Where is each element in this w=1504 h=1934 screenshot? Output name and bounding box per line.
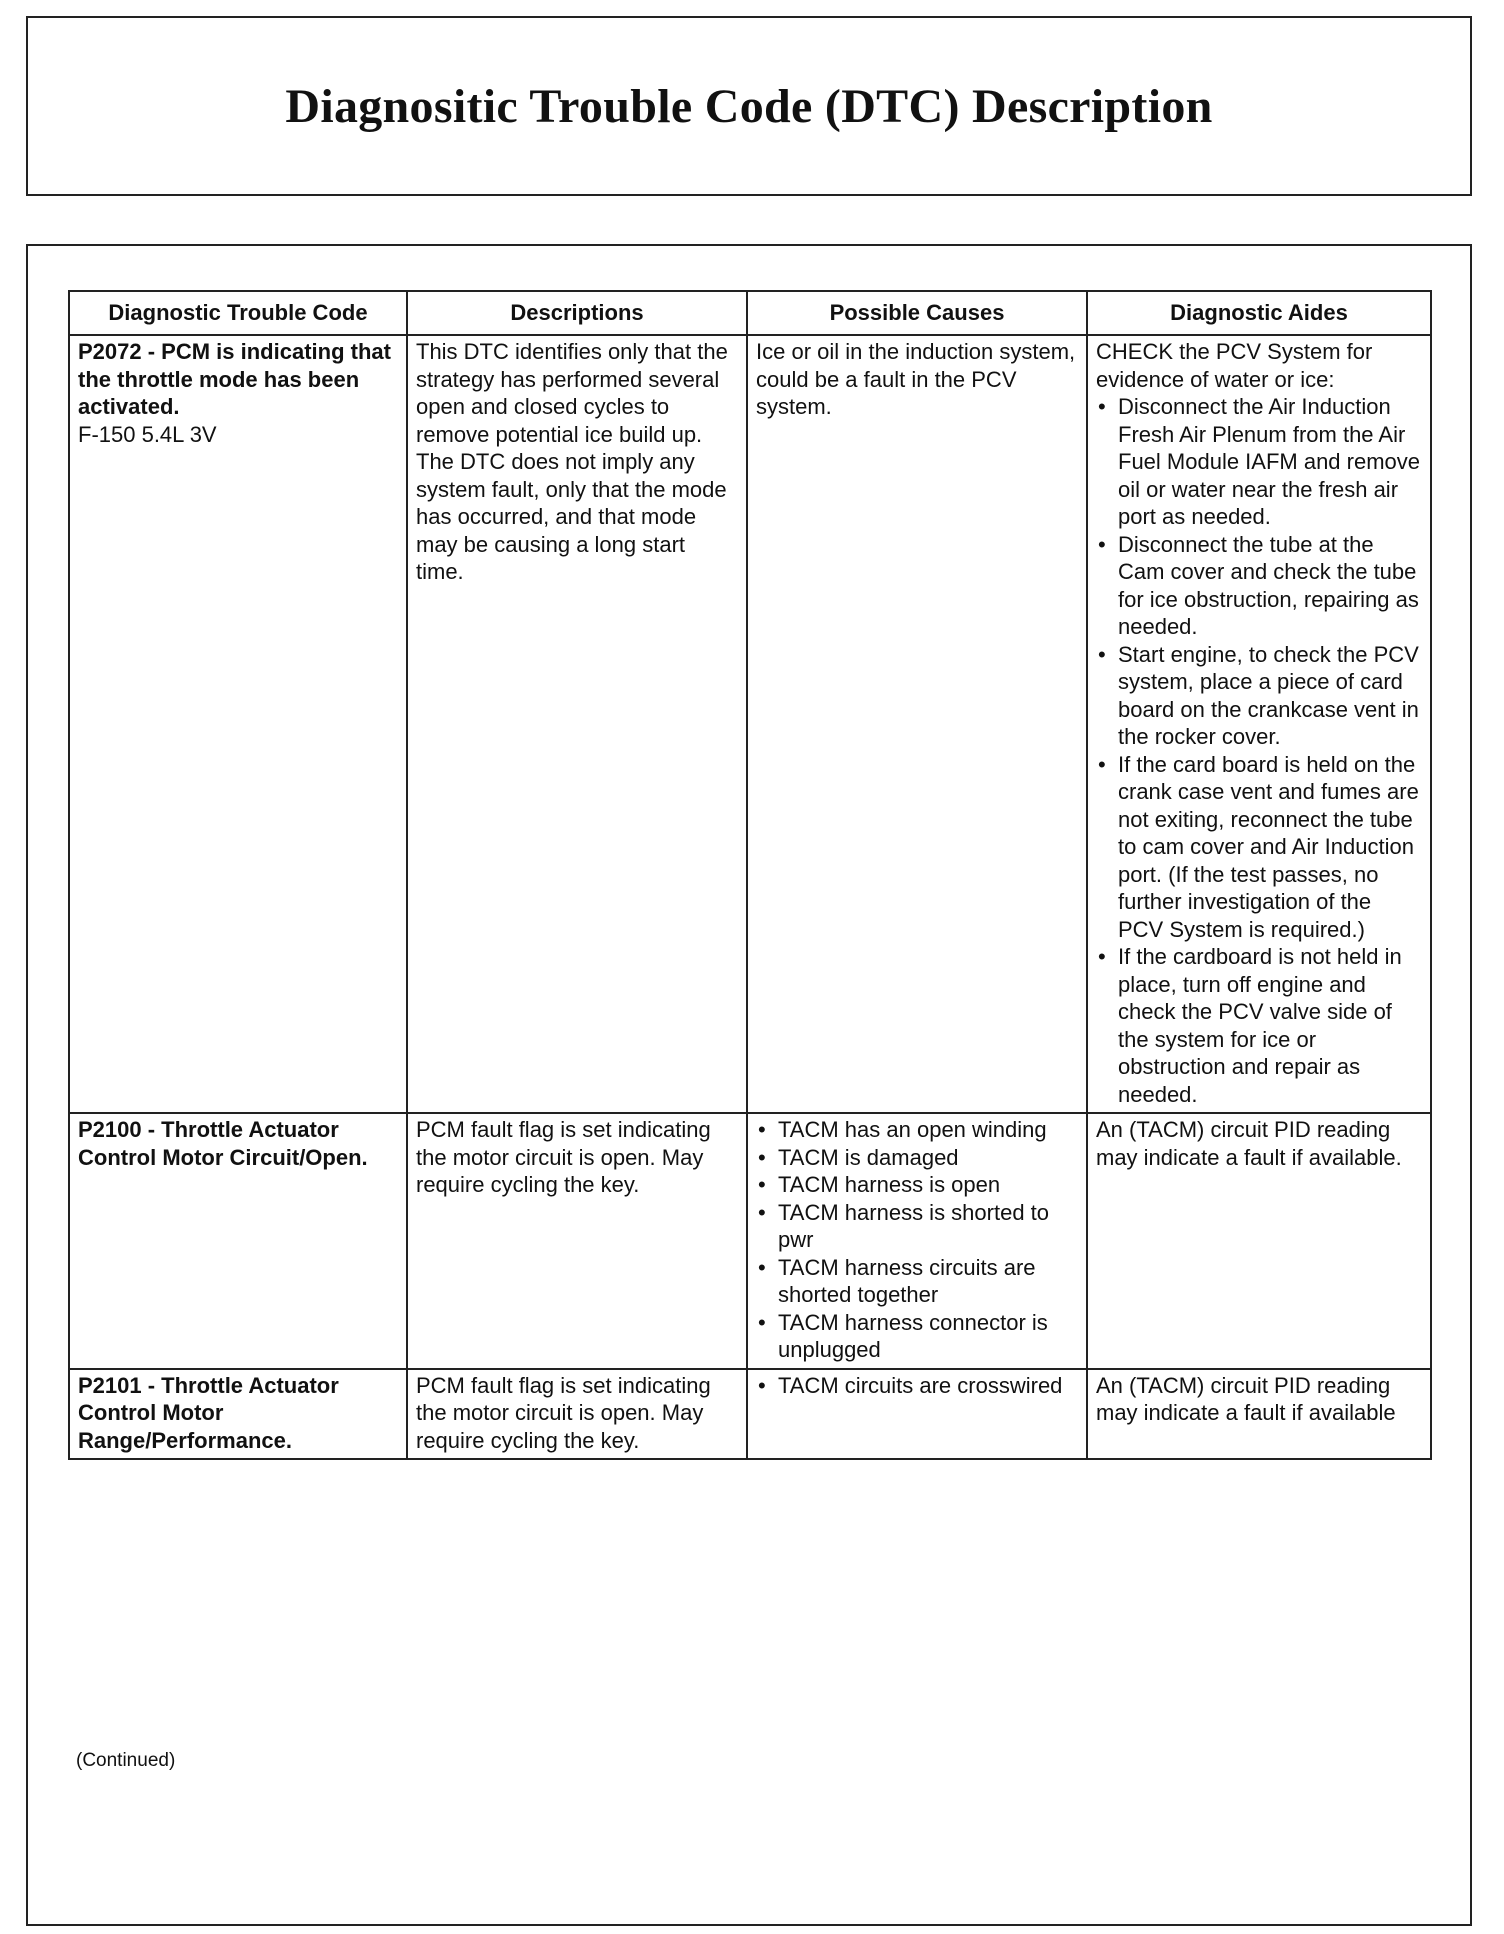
header-diagnostic-aides: Diagnostic Aides xyxy=(1087,291,1431,335)
list-item: • Disconnect the Air Induction Fresh Air Plenum from the Air Fuel Module IAFM and remove oil or water near the fresh air port as needed. xyxy=(1096,393,1422,531)
dtc-code-cell xyxy=(69,1369,407,1460)
dtc-causes: Ice or oil in the induction system, could be a fault in the PCV system. xyxy=(747,335,1087,1113)
list-item: • Start engine, to check the PCV system, place a piece of card board on the crankcase vent in the rocker cover. xyxy=(1096,641,1422,751)
list-item: • TACM harness connector is unplugged xyxy=(756,1309,1078,1364)
list-item: • TACM is damaged xyxy=(756,1144,1078,1172)
dtc-code: P2100 - Throttle Actuator Control Motor Circuit/Open. xyxy=(78,1117,368,1170)
continued-note: (Continued) xyxy=(76,1750,176,1771)
dtc-aides-intro: CHECK the PCV System for evidence of water or ice: xyxy=(1096,339,1373,392)
dtc-table xyxy=(68,290,1432,1460)
page-title: Diagnositic Trouble Code (DTC) Description xyxy=(285,79,1213,133)
table-row xyxy=(69,335,1431,1113)
list-item: • If the card board is held on the crank case vent and fumes are not exiting, reconnect the tube to cam cover and Air Induction port. (If the test passes, no further investigation of the PCV System is required.) xyxy=(1096,751,1422,944)
table-row xyxy=(69,1113,1431,1369)
dtc-description: PCM fault flag is set indicating the motor circuit is open. May require cycling the key. xyxy=(407,1113,747,1369)
header-code: Diagnostic Trouble Code xyxy=(69,291,407,335)
dtc-aides-cell xyxy=(1087,335,1431,1113)
dtc-vehicle: F-150 5.4L 3V xyxy=(78,421,217,447)
dtc-code-cell xyxy=(69,335,407,1113)
list-item: • TACM circuits are crosswired xyxy=(756,1372,1078,1400)
dtc-description: This DTC identifies only that the strategy has performed several open and closed cycles to remove potential ice build up. The DTC does not imply any system fault, only that the mode has occurred, and that mode may be causing a long start time. xyxy=(407,335,747,1113)
list-item: • Disconnect the tube at the Cam cover and check the tube for ice obstruction, repairing as needed. xyxy=(1096,531,1422,641)
dtc-code: P2072 - PCM is indicating that the throttle mode has been activated. xyxy=(78,339,391,419)
title-box xyxy=(26,16,1472,196)
list-item: • TACM has an open winding xyxy=(756,1116,1078,1144)
list-item: • TACM harness is open xyxy=(756,1171,1078,1199)
list-item: • TACM harness circuits are shorted together xyxy=(756,1254,1078,1309)
dtc-causes-list xyxy=(756,1372,1078,1400)
list-item: • TACM harness is shorted to pwr xyxy=(756,1199,1078,1254)
dtc-code-cell xyxy=(69,1113,407,1369)
dtc-aides: An (TACM) circuit PID reading may indicate a fault if available. xyxy=(1087,1113,1431,1369)
dtc-causes-cell xyxy=(747,1369,1087,1460)
list-item: • If the cardboard is not held in place, turn off engine and check the PCV valve side of the system for ice or obstruction and repair as needed. xyxy=(1096,943,1422,1108)
dtc-aides: An (TACM) circuit PID reading may indicate a fault if available xyxy=(1087,1369,1431,1460)
dtc-causes-cell xyxy=(747,1113,1087,1369)
content-box xyxy=(26,244,1472,1926)
dtc-causes-list xyxy=(756,1116,1078,1364)
dtc-description: PCM fault flag is set indicating the motor circuit is open. May require cycling the key. xyxy=(407,1369,747,1460)
header-descriptions: Descriptions xyxy=(407,291,747,335)
table-header-row xyxy=(69,291,1431,335)
header-possible-causes: Possible Causes xyxy=(747,291,1087,335)
dtc-aides-list xyxy=(1096,393,1422,1108)
dtc-code: P2101 - Throttle Actuator Control Motor Range/Performance. xyxy=(78,1372,339,1453)
table-row xyxy=(69,1369,1431,1460)
